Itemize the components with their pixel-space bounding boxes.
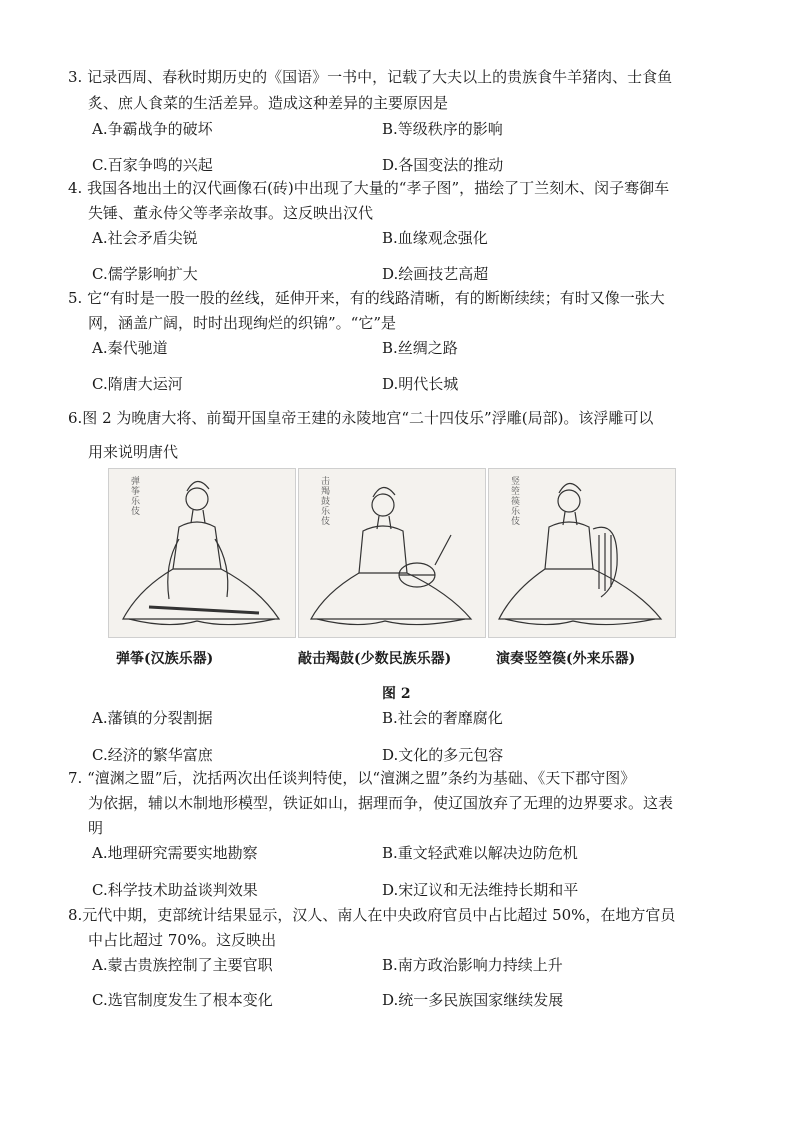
question-5-line-2: 网，涵盖广阔，时时出现绚烂的织锦”。“它”是 xyxy=(88,314,397,332)
question-5-option-a: A.秦代驰道 xyxy=(92,339,168,357)
question-3-option-d: D.各国变法的推动 xyxy=(382,156,504,174)
question-3-option-b: B.等级秩序的影响 xyxy=(382,120,503,138)
figure-caption-2: 敲击羯鼓(少数民族乐器) xyxy=(298,651,452,667)
question-8-option-a: A.蒙古贵族控制了主要官职 xyxy=(92,956,273,974)
question-6-option-a: A.藩镇的分裂割据 xyxy=(92,709,213,727)
figure-number: 图 2 xyxy=(382,686,411,702)
question-7-option-b: B.重文轻武难以解决边防危机 xyxy=(382,844,578,862)
question-3-option-c: C.百家争鸣的兴起 xyxy=(92,156,213,174)
question-4-line-1: 4. 我国各地出土的汉代画像石(砖)中出现了大量的“孝子图”，描绘了丁兰刻木、闵子骞御车 xyxy=(68,179,670,197)
panel-tag: 竖箜篌乐伎 xyxy=(511,477,521,527)
question-5-line-1: 5. 它“有时是一股一股的丝线，延伸开来，有的线路清晰，有的断断续续；有时又像一张大 xyxy=(68,289,665,307)
question-3-line-1: 3. 记录西周、春秋时期历史的《国语》一书中，记载了大夫以上的贵族食牛羊猪肉、士食鱼 xyxy=(68,68,673,86)
question-7-line-2: 为依据，辅以木制地形模型，铁证如山，据理而争，使辽国放弃了无理的边界要求。这表 xyxy=(88,794,674,812)
question-7-option-a: A.地理研究需要实地勘察 xyxy=(92,844,258,862)
panel-tag: 弹筝乐伎 xyxy=(131,477,141,517)
question-8-option-d: D.统一多民族国家继续发展 xyxy=(382,991,564,1009)
figure-panel-zheng xyxy=(108,468,296,638)
question-4-option-d: D.绘画技艺高超 xyxy=(382,265,489,283)
question-6-option-b: B.社会的奢靡腐化 xyxy=(382,709,503,727)
figure-caption-3: 演奏竖箜篌(外来乐器) xyxy=(496,651,636,667)
question-5-option-d: D.明代长城 xyxy=(382,375,459,393)
question-8-option-b: B.南方政治影响力持续上升 xyxy=(382,956,563,974)
figure-panel-jiegu xyxy=(298,468,486,638)
question-5-option-b: B.丝绸之路 xyxy=(382,339,458,357)
question-4-option-a: A.社会矛盾尖锐 xyxy=(92,229,198,247)
question-7-option-d: D.宋辽议和无法维持长期和平 xyxy=(382,881,579,899)
question-6-line-2: 用来说明唐代 xyxy=(88,443,179,461)
question-7-line-1: 7. “澶渊之盟”后，沈括两次出任谈判特使，以“澶渊之盟”条约为基础、《天下郡守图》 xyxy=(68,769,636,787)
question-4-option-b: B.血缘观念强化 xyxy=(382,229,488,247)
question-8-line-2: 中占比超过 70%。这反映出 xyxy=(88,931,277,949)
question-4-option-c: C.儒学影响扩大 xyxy=(92,265,198,283)
question-6-option-c: C.经济的繁华富庶 xyxy=(92,746,213,764)
question-5-option-c: C.隋唐大运河 xyxy=(92,375,183,393)
question-6-line-1: 6.图 2 为晚唐大将、前蜀开国皇帝王建的永陵地宫“二十四伎乐”浮雕(局部)。该浮雕可以 xyxy=(68,409,654,427)
question-7-line-3: 明 xyxy=(88,819,104,837)
question-7-option-c: C.科学技术助益谈判效果 xyxy=(92,881,258,899)
question-6-option-d: D.文化的多元包容 xyxy=(382,746,504,764)
question-8-line-1: 8.元代中期，吏部统计结果显示，汉人、南人在中央政府官员中占比超过 50%，在地方官员 xyxy=(68,906,676,924)
panel-tag: 击羯鼓乐伎 xyxy=(321,477,331,527)
figure-panel-konghou xyxy=(488,468,676,638)
question-3-option-a: A.争霸战争的破坏 xyxy=(92,120,213,138)
question-4-line-2: 失锤、董永侍父等孝亲故事。这反映出汉代 xyxy=(88,204,374,222)
question-3-line-2: 炙、庶人食菜的生活差异。造成这种差异的主要原因是 xyxy=(88,94,449,112)
question-8-option-c: C.选官制度发生了根本变化 xyxy=(92,991,273,1009)
figure-caption-1: 弹筝(汉族乐器) xyxy=(116,651,214,667)
